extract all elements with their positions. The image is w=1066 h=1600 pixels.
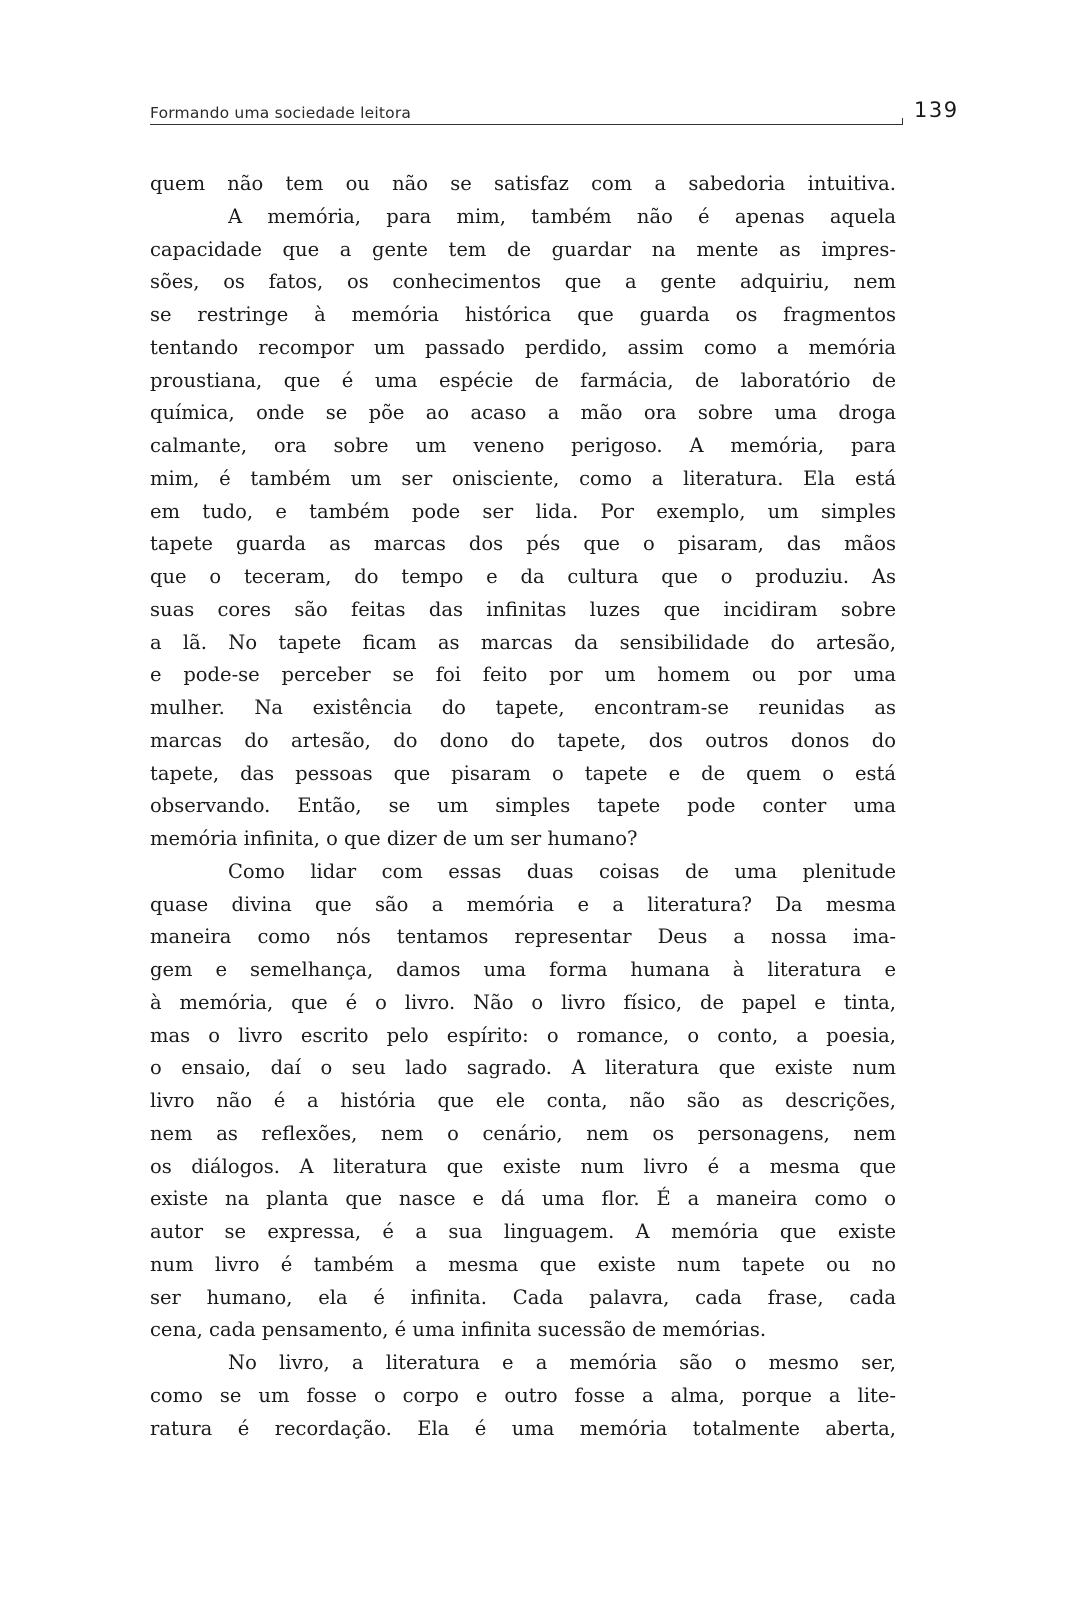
text-line: à memória, que é o livro. Não o livro físico, de papel e tinta, — [150, 990, 896, 1014]
text-line: o ensaio, daí o seu lado sagrado. A literatura que existe num — [150, 1056, 896, 1080]
text-line: ratura é recordação. Ela é uma memória totalmente aberta, — [150, 1416, 896, 1440]
text-line: e pode-se perceber se foi feito por um homem ou por uma — [150, 663, 896, 687]
text-line: gem e semelhança, damos uma forma humana à literatura e — [150, 958, 896, 981]
paragraph-first-line: No livro, a literatura e a memória são o mesmo ser, — [228, 1351, 896, 1374]
text-line: mulher. Na existência do tapete, encontram-se reunidas as — [150, 696, 896, 719]
text-line: suas cores são feitas das infinitas luzes que incidiram sobre — [150, 597, 896, 621]
text-line: a lã. No tapete ficam as marcas da sensibilidade do artesão, — [150, 630, 896, 654]
text-line: os diálogos. A literatura que existe num livro é a mesma que — [150, 1154, 896, 1178]
running-header — [150, 96, 960, 132]
text-line: capacidade que a gente tem de guardar na mente as impres- — [150, 237, 896, 261]
text-line: quase divina que são a memória e a literatura? Da mesma — [150, 892, 896, 916]
header-rule-tick — [902, 118, 903, 125]
text-line: química, onde se põe ao acaso a mão ora sobre uma droga — [150, 401, 896, 425]
text-line: que o teceram, do tempo e da cultura que o produziu. As — [150, 565, 896, 588]
text-line: mas o livro escrito pelo espírito: o romance, o conto, a poesia, — [150, 1023, 896, 1047]
paragraph-last-line: memória infinita, o que dizer de um ser humano? — [150, 827, 638, 850]
text-line: autor se expressa, é a sua linguagem. A memória que existe — [150, 1220, 896, 1243]
text-line: se restringe à memória histórica que guarda os fragmentos — [150, 303, 896, 326]
paragraph-first-line: A memória, para mim, também não é apenas aquela — [228, 204, 896, 228]
text-line: tapete guarda as marcas dos pés que o pisaram, das mãos — [150, 532, 896, 556]
text-line: proustiana, que é uma espécie de farmácia, de laboratório de — [150, 368, 896, 392]
text-line: em tudo, e também pode ser lida. Por exemplo, um simples — [150, 499, 896, 523]
text-line: quem não tem ou não se satisfaz com a sabedoria intuitiva. — [150, 172, 896, 195]
text-line: sões, os fatos, os conhecimentos que a gente adquiriu, nem — [150, 270, 896, 294]
running-title: Formando uma sociedade leitora — [150, 104, 412, 122]
paragraph-last-line: cena, cada pensamento, é uma infinita sucessão de memórias. — [150, 1318, 767, 1342]
text-line: calmante, ora sobre um veneno perigoso. A memória, para — [150, 434, 896, 457]
text-line: tentando recompor um passado perdido, assim como a memória — [150, 335, 896, 359]
text-line: num livro é também a mesma que existe num tapete ou no — [150, 1252, 896, 1276]
text-line: tapete, das pessoas que pisaram o tapete e de quem o está — [150, 761, 896, 785]
page-number: 139 — [914, 98, 959, 122]
text-line: ser humano, ela é infinita. Cada palavra, cada frase, cada — [150, 1285, 896, 1309]
header-rule — [150, 124, 902, 125]
text-line: como se um fosse o corpo e outro fosse a alma, porque a lite- — [150, 1383, 896, 1407]
text-line: maneira como nós tentamos representar Deus a nossa ima- — [150, 925, 896, 949]
body-text — [150, 168, 896, 1445]
text-line: existe na planta que nasce e dá uma flor. É a maneira como o — [150, 1187, 896, 1211]
text-line: livro não é a história que ele conta, não são as descrições, — [150, 1089, 896, 1112]
text-line: mim, é também um ser onisciente, como a literatura. Ela está — [150, 466, 896, 490]
paragraph-first-line: Como lidar com essas duas coisas de uma plenitude — [228, 859, 896, 883]
text-line: marcas do artesão, do dono do tapete, dos outros donos do — [150, 728, 896, 752]
text-line: nem as reflexões, nem o cenário, nem os personagens, nem — [150, 1121, 896, 1145]
text-line: observando. Então, se um simples tapete pode conter uma — [150, 794, 896, 818]
